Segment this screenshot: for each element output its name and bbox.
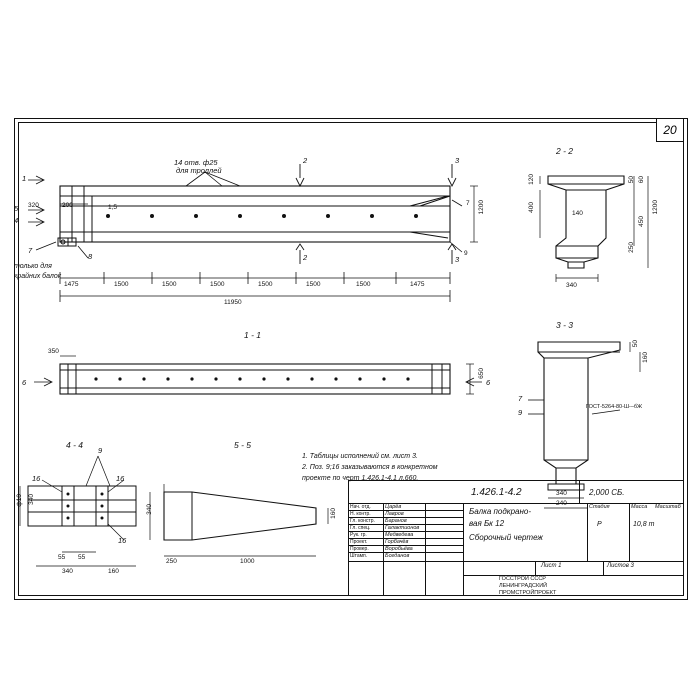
plan-mark-2-top: 2 (303, 156, 308, 165)
section22-dim-60: 60 (638, 176, 645, 184)
drawing-scale: 2,000 СБ. (589, 488, 625, 497)
section22-dim-50: 50 (628, 176, 635, 184)
sheets-label: Листов 3 (607, 563, 634, 569)
stage-value: Р (597, 521, 602, 528)
title-block (348, 480, 684, 596)
section22-dim-450: 450 (638, 216, 645, 227)
plan-dim-b1: 1500 (114, 281, 129, 288)
plan-dim-total: 11950 (224, 299, 242, 306)
tb-name-2: Баранов (385, 518, 407, 524)
section55-dim-1000: 1000 (240, 558, 255, 565)
section44-mark-16a: 16 (32, 474, 41, 483)
plan-dim-b2: 1500 (162, 281, 177, 288)
tb-role-0: Нач. отд. (350, 504, 371, 510)
section44-mark-16c: 16 (118, 536, 127, 545)
plan-dim-b3: 1500 (210, 281, 225, 288)
section33-weld-note: ГОСТ-5264-80-Ш-–бЖ (586, 404, 643, 410)
tb-role-2: Гл. констр. (350, 518, 375, 524)
section-3-3-title: 3 - 3 (556, 320, 574, 330)
tb-role-7: Штамп. (350, 553, 368, 559)
tb-role-1: Н. контр. (350, 511, 371, 517)
plan-mark-2-bottom: 2 (303, 253, 308, 262)
plan-dim-b0: 1475 (64, 281, 79, 288)
plan-dim-1200: 1200 (478, 200, 485, 215)
section55-dim-250: 250 (166, 558, 177, 565)
plan-note-holes: 14 отв. ф25 (174, 158, 218, 167)
section11-dim-350: 350 (48, 348, 59, 355)
section33-dim-160: 160 (642, 352, 649, 363)
section55-dim-160: 160 (330, 508, 337, 519)
tb-role-3: Гл. спец. (350, 525, 371, 531)
sheet-label: Лист 1 (541, 563, 562, 569)
section22-dim-140: 140 (572, 210, 583, 217)
section44-mark-16b: 16 (116, 474, 125, 483)
plan-dim-b6: 1500 (356, 281, 371, 288)
org-line-2: ЛЕНИНГРАДСКИЙ (499, 583, 548, 589)
section11-mark-right-6: 6 (486, 378, 491, 387)
section-5-5-title: 5 - 5 (234, 440, 252, 450)
plan-dim-200: 200 (62, 202, 73, 209)
plan-mark-5: 5 (14, 204, 19, 213)
tb-name-5: Горбачёв (385, 539, 409, 545)
section44-dim-160: 160 (108, 568, 119, 575)
mass-label: Масса (631, 504, 648, 510)
note-line-2: 2. Поз. 9;16 заказываются в конкретном (302, 464, 438, 471)
org-line-3: ПРОМСТРОЙПРОЕКТ (499, 590, 557, 596)
tb-name-4: Медведева (385, 532, 414, 538)
section22-dim-340: 340 (566, 282, 577, 289)
tb-name-6: Воробьёва (385, 546, 413, 552)
tb-role-4: Рук. гр. (350, 532, 367, 538)
drawing-code: 1.426.1-4.2 (471, 487, 522, 498)
section11-mark-left-6: 6 (22, 378, 27, 387)
section44-dim-d10: ф10 (16, 494, 23, 507)
tb-name-7: Богданов (385, 553, 410, 559)
plan-dim-b7: 1475 (410, 281, 425, 288)
plan-dim-7-right: 7 (466, 200, 470, 207)
section44-dim-55b: 55 (78, 554, 86, 561)
section44-dim-340b: 340 (62, 568, 73, 575)
plan-dim-15: 1,5 (108, 204, 118, 211)
plan-dim-b4: 1500 (258, 281, 273, 288)
mass-value: 10,8 т (633, 521, 655, 528)
section22-dim-120: 120 (528, 174, 535, 185)
section22-dim-250: 250 (628, 242, 635, 253)
tb-role-5: Проект. (350, 539, 368, 545)
section-2-2-title: 2 - 2 (556, 146, 574, 156)
scale-label: Масштаб (655, 504, 681, 510)
plan-mark-3-top: 3 (455, 156, 460, 165)
plan-mark-1: 1 (22, 174, 27, 183)
section22-dim-1200: 1200 (652, 200, 659, 215)
tb-role-6: Провер. (350, 546, 369, 552)
tb-name-3: Галактионов (385, 525, 420, 531)
stage-label: Стадия (589, 504, 610, 510)
plan-left-note: только для крайних балок (14, 263, 62, 280)
note-line-3: проекте по черт 1.426.1-4.1 л.660. (302, 475, 419, 482)
plan-dim-9-right: 9 (464, 250, 468, 257)
plan-mark-7: 7 (28, 246, 33, 255)
object-title-line2: вая Бк 12 (469, 519, 505, 528)
section33-mark-9: 9 (518, 408, 523, 417)
section33-dim-50: 50 (632, 340, 639, 348)
plan-dim-b5: 1500 (306, 281, 321, 288)
org-line-1: ГОССТРОЙ СССР (499, 576, 546, 582)
plan-mark-3-bottom: 3 (455, 255, 460, 264)
section44-dim-55a: 55 (58, 554, 66, 561)
section-4-4-title: 4 - 4 (66, 440, 84, 450)
object-title-line3: Сборочный чертеж (469, 533, 543, 542)
page-number-badge: 20 (656, 118, 684, 142)
section55-dim-340: 340 (146, 504, 153, 515)
object-title-line1: Балка подкрано- (469, 507, 531, 516)
section44-dim-340: 340 (28, 494, 35, 505)
section44-mark-9: 9 (98, 446, 103, 455)
section11-dim-650: 650 (478, 368, 485, 379)
plan-note-holes-2: для троллей (176, 166, 222, 175)
section22-dim-400: 400 (528, 202, 535, 213)
plan-mark-8: 8 (88, 252, 93, 261)
plan-mark-4: 4 (14, 216, 19, 225)
tb-name-0: Царёв (385, 504, 402, 510)
section33-mark-7: 7 (518, 394, 523, 403)
tb-name-1: Лавров (385, 511, 404, 517)
section-1-1-title: 1 - 1 (244, 330, 262, 340)
section33-dim-340: 340 (556, 490, 567, 497)
plan-dim-320: 320 (28, 202, 39, 209)
note-line-1: 1. Таблицы исполнений см. лист 3. (302, 453, 418, 460)
